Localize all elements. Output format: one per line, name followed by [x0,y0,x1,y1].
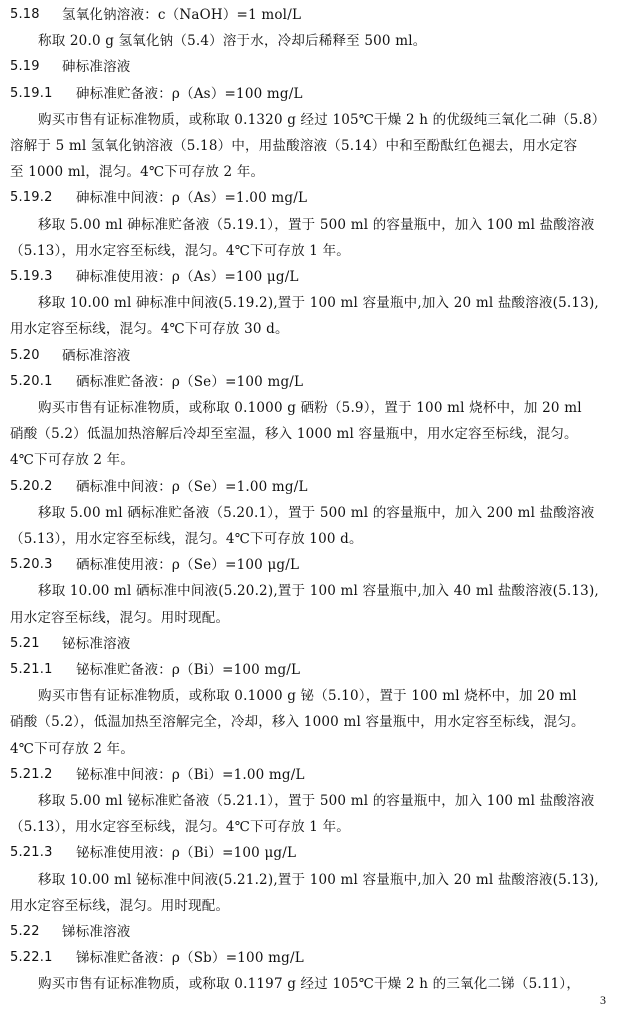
section-number: 5.22 [10,924,40,939]
section-heading [0,841,640,865]
paragraph-text: 移取 10.00 ml 铋标准中间液(5.21.2),置于 100 ml 容量瓶中,加入 20 ml 盐酸溶液(5.13), [38,871,599,888]
paragraph-line [0,527,640,551]
section-title: 硒标准溶液 [62,347,131,364]
paragraph-line [0,710,640,734]
section-title: 砷标准使用液：ρ（As）=100 μg/L [76,269,299,285]
section-title: 氢氧化钠溶液：c（NaOH）=1 mol/L [62,7,302,23]
section-heading [0,82,640,106]
page-number: 3 [600,993,606,1007]
section-heading [0,370,640,394]
section-title: 铋标准中间液：ρ（Bi）=1.00 mg/L [76,766,305,783]
section-heading [0,920,640,944]
paragraph-text: 购买市售有证标准物质，或称取 0.1197 g 经过 105℃干燥 2 h 的三氧化二锑（5.11）， [38,976,581,993]
paragraph-first-line [0,291,640,315]
paragraph-line [0,317,640,341]
paragraph-text: 用水定容至标线，混匀。4℃下可存放 30 d。 [10,321,289,338]
paragraph-text: （5.13），用水定容至标线，混匀。4℃下可存放 100 d。 [10,531,363,547]
section-title: 铋标准贮备液：ρ（Bi）=100 mg/L [76,662,301,678]
section-heading [0,344,640,368]
paragraph-text: 购买市售有证标准物质，或称取 0.1000 g 铋（5.10），置于 100 ml 烧杯中，加 20 ml [38,688,577,705]
paragraph-text: 至 1000 ml，混匀。4℃下可存放 2 年。 [10,164,265,181]
paragraph-text: 4℃下可存放 2 年。 [10,740,135,757]
paragraph-line [0,422,640,446]
paragraph-first-line [0,108,640,132]
section-heading [0,265,640,289]
paragraph-text: 购买市售有证标准物质，或称取 0.1320 g 经过 105℃干燥 2 h 的优级纯三氧化二砷（5.8） [38,111,606,128]
section-number: 5.20.1 [10,373,53,389]
section-title: 锑标准溶液 [62,924,131,940]
section-title: 铋标准溶液 [62,635,131,652]
section-heading [0,186,640,210]
paragraph-text: 移取 5.00 ml 硒标准贮备液（5.20.1），置于 500 ml 的容量瓶中，加入 200 ml 盐酸溶液 [38,504,595,521]
section-heading [0,763,640,787]
paragraph-line [0,448,640,472]
paragraph-first-line [0,684,640,708]
paragraph-first-line [0,579,640,603]
paragraph-line [0,815,640,839]
paragraph-text: 硝酸（5.2）低温加热溶解后冷却至室温，移入 1000 ml 容量瓶中，用水定容至标线，混匀。 [10,426,578,443]
section-title: 铋标准使用液：ρ（Bi）=100 μg/L [76,845,297,862]
paragraph-first-line [0,868,640,892]
paragraph-first-line [0,972,640,996]
section-title: 砷标准溶液 [62,59,131,76]
paragraph-first-line [0,396,640,420]
paragraph-text: 用水定容至标线，混匀。用时现配。 [10,897,230,914]
paragraph-text: 移取 5.00 ml 铋标准贮备液（5.21.1），置于 500 ml 的容量瓶中，加入 100 ml 盐酸溶液 [38,793,595,809]
section-title: 硒标准贮备液：ρ（Se）=100 mg/L [76,373,304,390]
section-number: 5.19.2 [10,190,53,206]
section-number: 5.19.3 [10,269,53,284]
section-number: 5.20.3 [10,557,53,573]
paragraph-text: 移取 10.00 ml 砷标准中间液(5.19.2),置于 100 ml 容量瓶中,加入 20 ml 盐酸溶液(5.13), [38,295,599,312]
section-heading [0,946,640,970]
section-number: 5.22.1 [10,950,53,966]
section-number: 5.19 [10,59,40,75]
section-heading [0,632,640,656]
section-title: 硒标准使用液：ρ（Se）=100 μg/L [76,557,300,574]
section-number: 5.21 [10,635,40,651]
section-title: 锑标准贮备液：ρ（Sb）=100 mg/L [76,950,304,967]
paragraph-text: 购买市售有证标准物质，或称取 0.1000 g 硒粉（5.9），置于 100 ml 烧杯中，加 20 ml [38,400,582,416]
section-title: 硒标准中间液：ρ（Se）=1.00 mg/L [76,478,308,495]
paragraph-first-line [0,789,640,813]
section-heading [0,55,640,79]
paragraph-text: 移取 10.00 ml 硒标准中间液(5.20.2),置于 100 ml 容量瓶中,加入 40 ml 盐酸溶液(5.13), [38,583,599,600]
section-title: 砷标准贮备液：ρ（As）=100 mg/L [76,85,303,102]
section-heading [0,475,640,499]
paragraph-text: （5.13），用水定容至标线，混匀。4℃下可存放 1 年。 [10,819,350,836]
paragraph-line [0,134,640,158]
paragraph-text: 硝酸（5.2），低温加热至溶解完全，冷却，移入 1000 ml 容量瓶中，用水定容至标线，混匀。 [10,714,585,731]
paragraph-text: 溶解于 5 ml 氢氧化钠溶液（5.18）中，用盐酸溶液（5.14）中和至酚酞红色褪去，用水定容 [10,138,578,154]
paragraph-line [0,239,640,263]
section-number: 5.21.3 [10,845,53,861]
paragraph-first-line [0,29,640,53]
section-number: 5.21.1 [10,662,53,677]
paragraph-line [0,606,640,630]
paragraph-line [0,894,640,918]
paragraph-line [0,160,640,184]
paragraph-line [0,737,640,761]
section-number: 5.20.2 [10,478,53,494]
section-heading [0,658,640,682]
section-heading [0,3,640,27]
section-number: 5.21.2 [10,766,53,782]
section-title: 砷标准中间液：ρ（As）=1.00 mg/L [76,190,308,207]
paragraph-first-line [0,213,640,237]
section-number: 5.19.1 [10,85,53,101]
paragraph-text: 用水定容至标线，混匀。用时现配。 [10,609,230,626]
section-heading [0,553,640,577]
paragraph-text: （5.13），用水定容至标线，混匀。4℃下可存放 1 年。 [10,242,350,259]
paragraph-first-line [0,501,640,525]
paragraph-text: 移取 5.00 ml 砷标准贮备液（5.19.1），置于 500 ml 的容量瓶中，加入 100 ml 盐酸溶液 [38,216,595,233]
paragraph-text: 称取 20.0 g 氢氧化钠（5.4）溶于水，冷却后稀释至 500 ml。 [38,33,427,50]
section-number: 5.18 [10,7,40,22]
section-number: 5.20 [10,347,40,363]
paragraph-text: 4℃下可存放 2 年。 [10,452,135,469]
